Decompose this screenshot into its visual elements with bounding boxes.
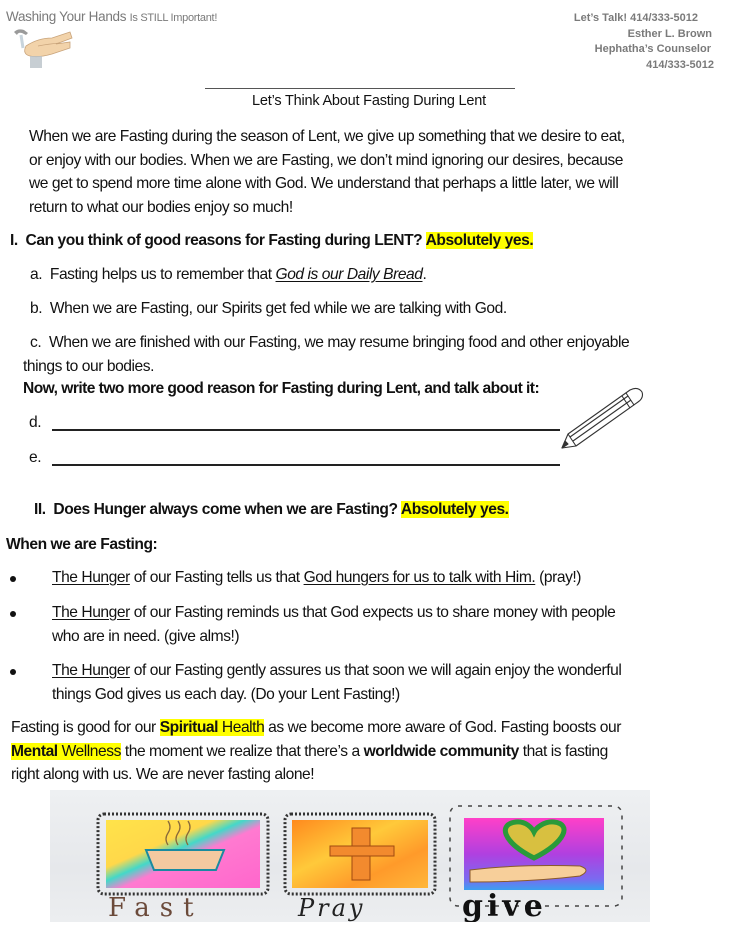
reason-c-line1: When we are finished with our Fasting, we may resume bringing food and other enjoyable [49,334,630,351]
hunger-term: The Hunger [52,604,130,621]
hunger-bullet-3 [52,659,621,706]
pencil-icon [556,382,648,454]
header-tagline [6,9,217,24]
hunger-bullet-1 [52,566,581,590]
write-prompt: Now, write two more good reason for Fasting during Lent, and talk about it: [23,380,540,397]
page-title: Let’s Think About Fasting During Lent [252,93,486,109]
bullet-text-line2: who are in need. (give alms!) [52,627,240,645]
reason-a-emphasis: God is our Daily Bread [275,266,423,283]
hands-washing-icon [8,26,78,70]
health-highlight: Health [218,719,265,736]
reason-c [30,331,629,355]
blank-e-label: e. [29,449,42,466]
cross-icon [285,814,435,894]
section-1-numeral: I. [10,232,18,249]
bullet-dot [10,611,16,617]
section-2-question: Does Hunger always come when we are Fasting? [53,501,398,518]
bullet-emphasis: God hungers for us to talk with Him. [303,569,536,586]
intro-line: When we are Fasting during the season of Lent, we give up something that we desire to eat, [29,128,625,145]
contact-role: Hephatha’s Counselor [594,43,711,55]
bullet-text-line2: things God gives us each day. (Do your Lent Fasting!) [52,685,400,703]
reason-a-end: . [422,266,427,283]
bullet-text: of our Fasting tells us that [129,569,304,586]
closing-paragraph [11,716,621,787]
hunger-term: The Hunger [52,662,130,679]
caption-pray: Pray [298,894,366,922]
blank-e-line[interactable] [52,464,560,466]
wellness-highlight: Wellness [57,742,121,760]
section-2-answer-highlight: Absolutely yes. [400,501,509,518]
worldwide-community: worldwide community [363,742,519,760]
reason-a [30,263,426,287]
reason-a-text: Fasting helps us to remember that [49,266,276,283]
intro-line: we get to spend more time alone with God. We understand that perhaps a little later, we will [29,175,619,193]
bullet-text: of our Fasting gently assures us that soon we will again enjoy the wonderful [129,662,622,679]
closing-text: the moment we realize that there’s a [120,742,364,760]
intro-line: return to what our bodies enjoy so much! [29,198,293,216]
bullet-dot [10,669,16,675]
hunger-term: The Hunger [52,569,130,586]
section-2-heading [34,498,509,522]
section-2-numeral: II. [34,501,46,518]
bullet-dot [10,576,16,582]
bullet-text: of our Fasting reminds us that God expects us to share money with people [129,604,616,621]
closing-text: that is fasting [518,742,608,760]
header-tagline-small: Is STILL Important! [129,12,218,24]
caption-fast: Fast [108,893,204,922]
closing-text: Fasting is good for our [11,719,160,736]
mental-highlight: Mental [11,742,58,760]
intro-line: or enjoy with our bodies. When we are Fasting, we don’t mind ignoring our desires, because [29,151,623,169]
artwork-svg [50,790,650,922]
fast-pray-give-artwork [50,790,650,922]
section-1-heading [10,229,533,253]
section-1-answer-highlight: Absolutely yes. [425,232,534,249]
closing-text: as we become more aware of God. Fasting boosts our [264,719,621,736]
intro-paragraph [29,125,625,219]
bullet-text-end: (pray!) [535,569,582,586]
closing-line3: right along with us. We are never fasting alone! [11,766,315,784]
section-2-lead: When we are Fasting: [6,536,158,553]
reason-b [30,297,507,321]
contact-name: Esther L. Brown [627,27,712,40]
spiritual-highlight: Spiritual [159,719,219,736]
hunger-bullet-2 [52,601,615,648]
header-tagline-main: Washing Your Hands [6,9,130,24]
reason-c-line2: things to our bodies. [23,358,154,375]
contact-phone: 414/333-5012 [646,58,714,71]
contact-phone-talk: Let’s Talk! 414/333-5012 [573,12,698,24]
title-rule [205,88,515,89]
blank-d-line[interactable] [52,429,560,431]
reason-c-label: c. [30,334,42,351]
section-1-question: Can you think of good reasons for Fasting during LENT? [25,232,423,249]
caption-give: give [462,889,547,922]
reason-b-text: When we are Fasting, our Spirits get fed while we are talking with God. [49,300,507,317]
reason-a-label: a. [30,266,43,283]
soup-bowl-icon [98,814,268,894]
reason-b-label: b. [30,300,43,317]
blank-d-label: d. [29,414,42,431]
contact-block [574,11,714,73]
